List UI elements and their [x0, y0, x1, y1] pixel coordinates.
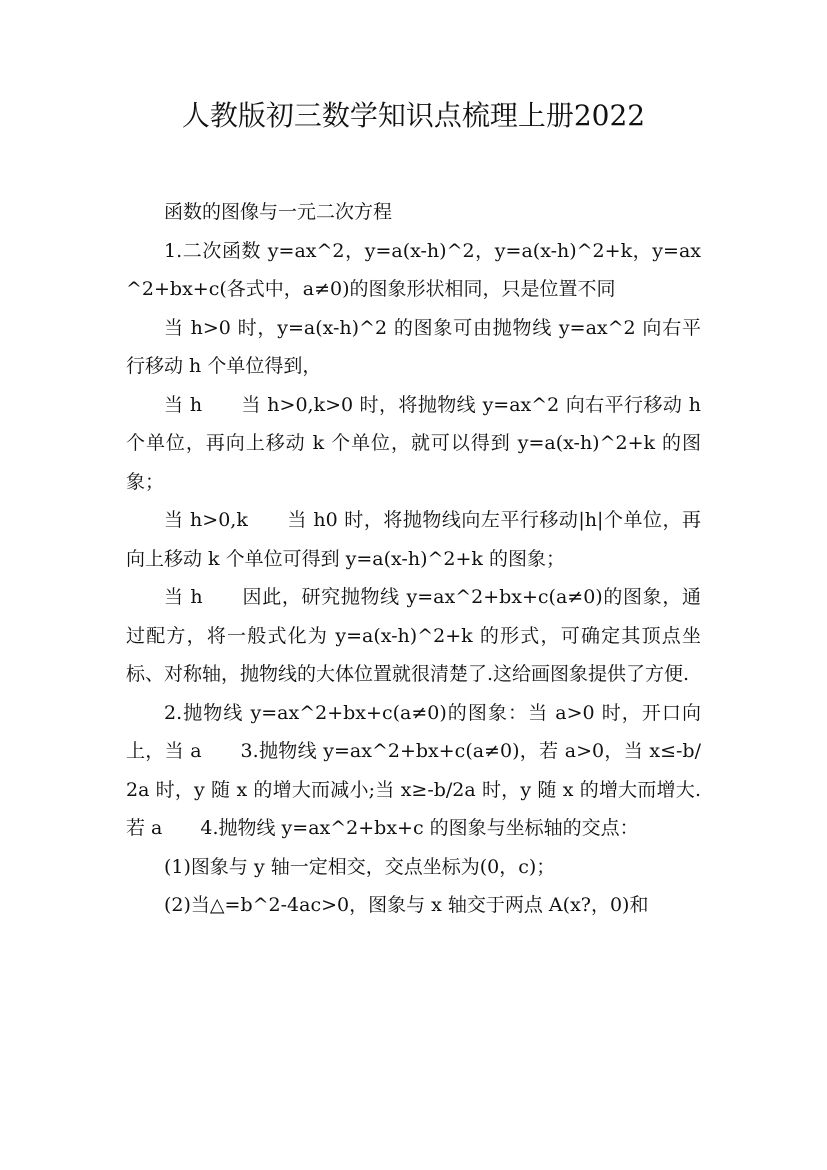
- document-body: [126, 193, 701, 925]
- paragraph: 当 h 因此，研究抛物线 y=ax^2+bx+c(a≠0)的图象，通过配方，将一般式化为 y=a(x-h)^2+k 的形式，可确定其顶点坐标、对称轴，抛物线的大体位置就很清楚了.这给画图象提供了方便.: [126, 586, 701, 685]
- section-heading: 函数的图像与一元二次方程: [164, 201, 393, 223]
- paragraph: 当 h 当 h>0,k>0 时，将抛物线 y=ax^2 向右平行移动 h 个单位，再向上移动 k 个单位，就可以得到 y=a(x-h)^2+k 的图象；: [126, 393, 701, 493]
- paragraph: 当 h>0,k 当 h0 时，将抛物线向左平行移动|h|个单位，再向上移动 k 个单位可得到 y=a(x-h)^2+k 的图象；: [126, 509, 701, 570]
- paragraph: 1.二次函数 y=ax^2，y=a(x-h)^2，y=a(x-h)^2+k，y=ax^2+bx+c(各式中，a≠0)的图象形状相同，只是位置不同: [126, 239, 701, 300]
- paragraph: (2)当△=b^2-4ac>0，图象与 x 轴交于两点 A(x?，0)和: [164, 894, 649, 916]
- paragraph: (1)图象与 y 轴一定相交，交点坐标为(0，c)；: [164, 855, 556, 878]
- document-title: 人教版初三数学知识点梳理上册2022: [181, 99, 646, 132]
- paragraph: 2.抛物线 y=ax^2+bx+c(a≠0)的图象：当 a>0 时，开口向上，当 a 3.抛物线 y=ax^2+bx+c(a≠0)，若 a>0，当 x≤-b/2a 时，y 随 x 的增大而减小;当 x≥-b/2a 时，y 随 x 的增大而增大.若 a 4.抛物线 y=ax^2+bx+c 的图象与坐标轴的交点：: [126, 701, 701, 839]
- paragraph: 当 h>0 时，y=a(x-h)^2 的图象可由抛物线 y=ax^2 向右平行移动 h 个单位得到，: [126, 316, 701, 377]
